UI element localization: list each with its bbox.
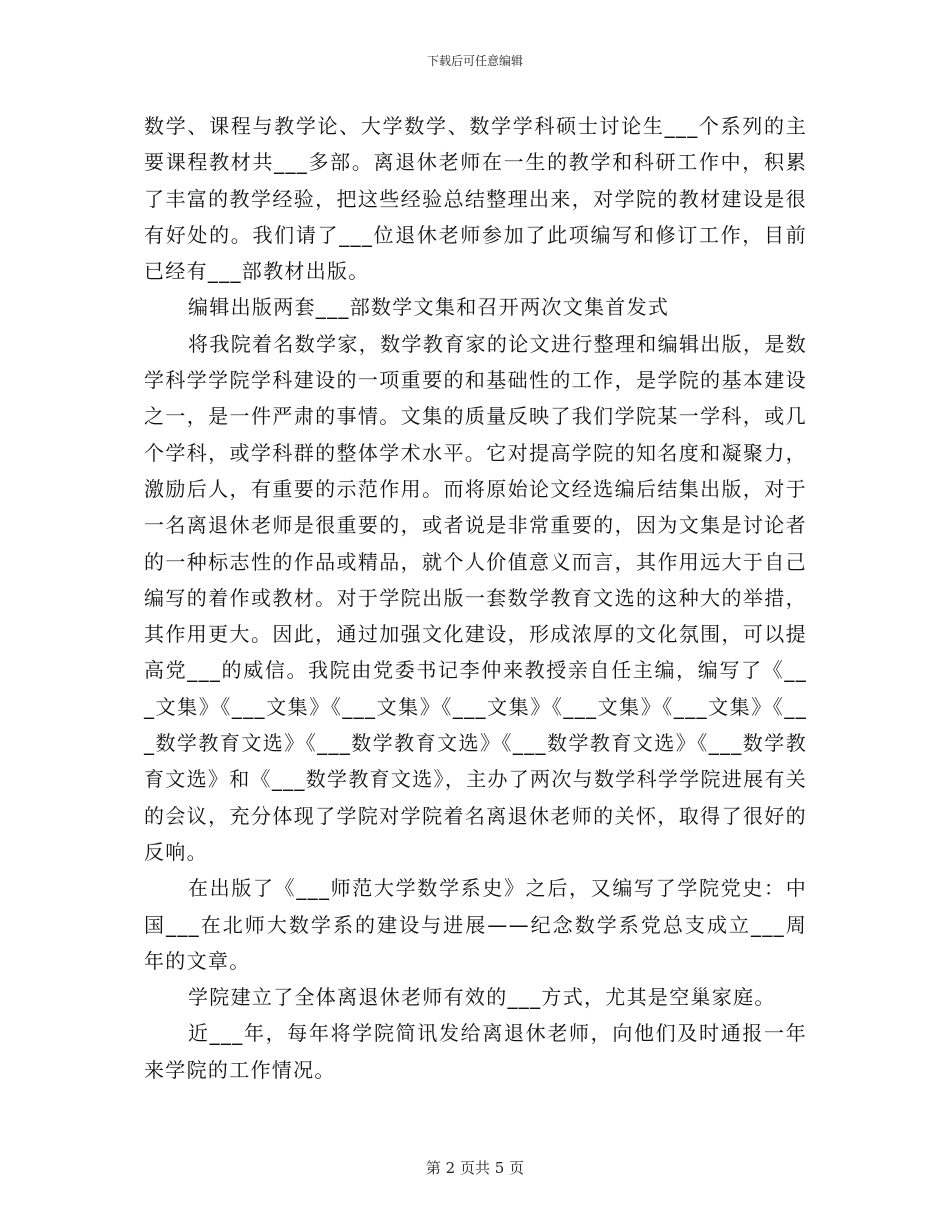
paragraph-2-heading: 编辑出版两套___部数学文集和召开两次文集首发式	[188, 295, 670, 320]
page-footer: 第 2 页共 5 页	[425, 1159, 525, 1177]
paragraph-1: 数学、课程与教学论、大学数学、数学学科硕士讨论生___个系列的主要课程教材共___多部。离退休老师在一生的教学和科研工作中，积累了丰富的教学经验，把这些经验总结整理出来，对学院的教材建设是很有好处的。我们请了___位退休老师参加了此项编写和修订工作，目前已经有___部教材出版。	[144, 114, 807, 284]
paragraph-6: 近___年，每年将学院简讯发给离退休老师，向他们及时通报一年来学院的工作情况。	[144, 1021, 807, 1082]
document-body	[144, 108, 807, 1088]
page-header: 下载后可任意编辑	[426, 54, 523, 68]
paragraph-4: 在出版了《___师范大学数学系史》之后，又编写了学院党史：中国___在北师大数学系的建设与进展——纪念数学系党总支成立___周年的文章。	[144, 876, 807, 973]
paragraph-5: 学院建立了全体离退休老师有效的___方式，尤其是空巢家庭。	[188, 985, 776, 1010]
paragraph-3: 将我院着名数学家，数学教育家的论文进行整理和编辑出版，是数学科学学院学科建设的一项重要的和基础性的工作，是学院的基本建设之一，是一件严肃的事情。文集的质量反映了我们学院某一学科，或几个学科，或学科群的整体学术水平。它对提高学院的知名度和凝聚力，激励后人，有重要的示范作用。而将原始论文经选编后结集出版，对于一名离退休老师是很重要的，或者说是非常重要的，因为文集是讨论者的一种标志性的作品或精品，就个人价值意义而言，其作用远大于自己编写的着作或教材。对于学院出版一套数学教育文选的这种大的举措，其作用更大。因此，通过加强文化建设，形成浓厚的文化氛围，可以提高党___的威信。我院由党委书记李仲来教授亲自任主编，编写了《___文集》《___文集》《___文集》《___文集》《___文集》《___文集》《___数学教育文选》《___数学教育文选》《___数学教育文选》《___数学教育文选》和《___数学教育文选》，主办了两次与数学科学学院进展有关的会议，充分体现了学院对学院着名离退休老师的关怀，取得了很好的反响。	[144, 331, 807, 864]
